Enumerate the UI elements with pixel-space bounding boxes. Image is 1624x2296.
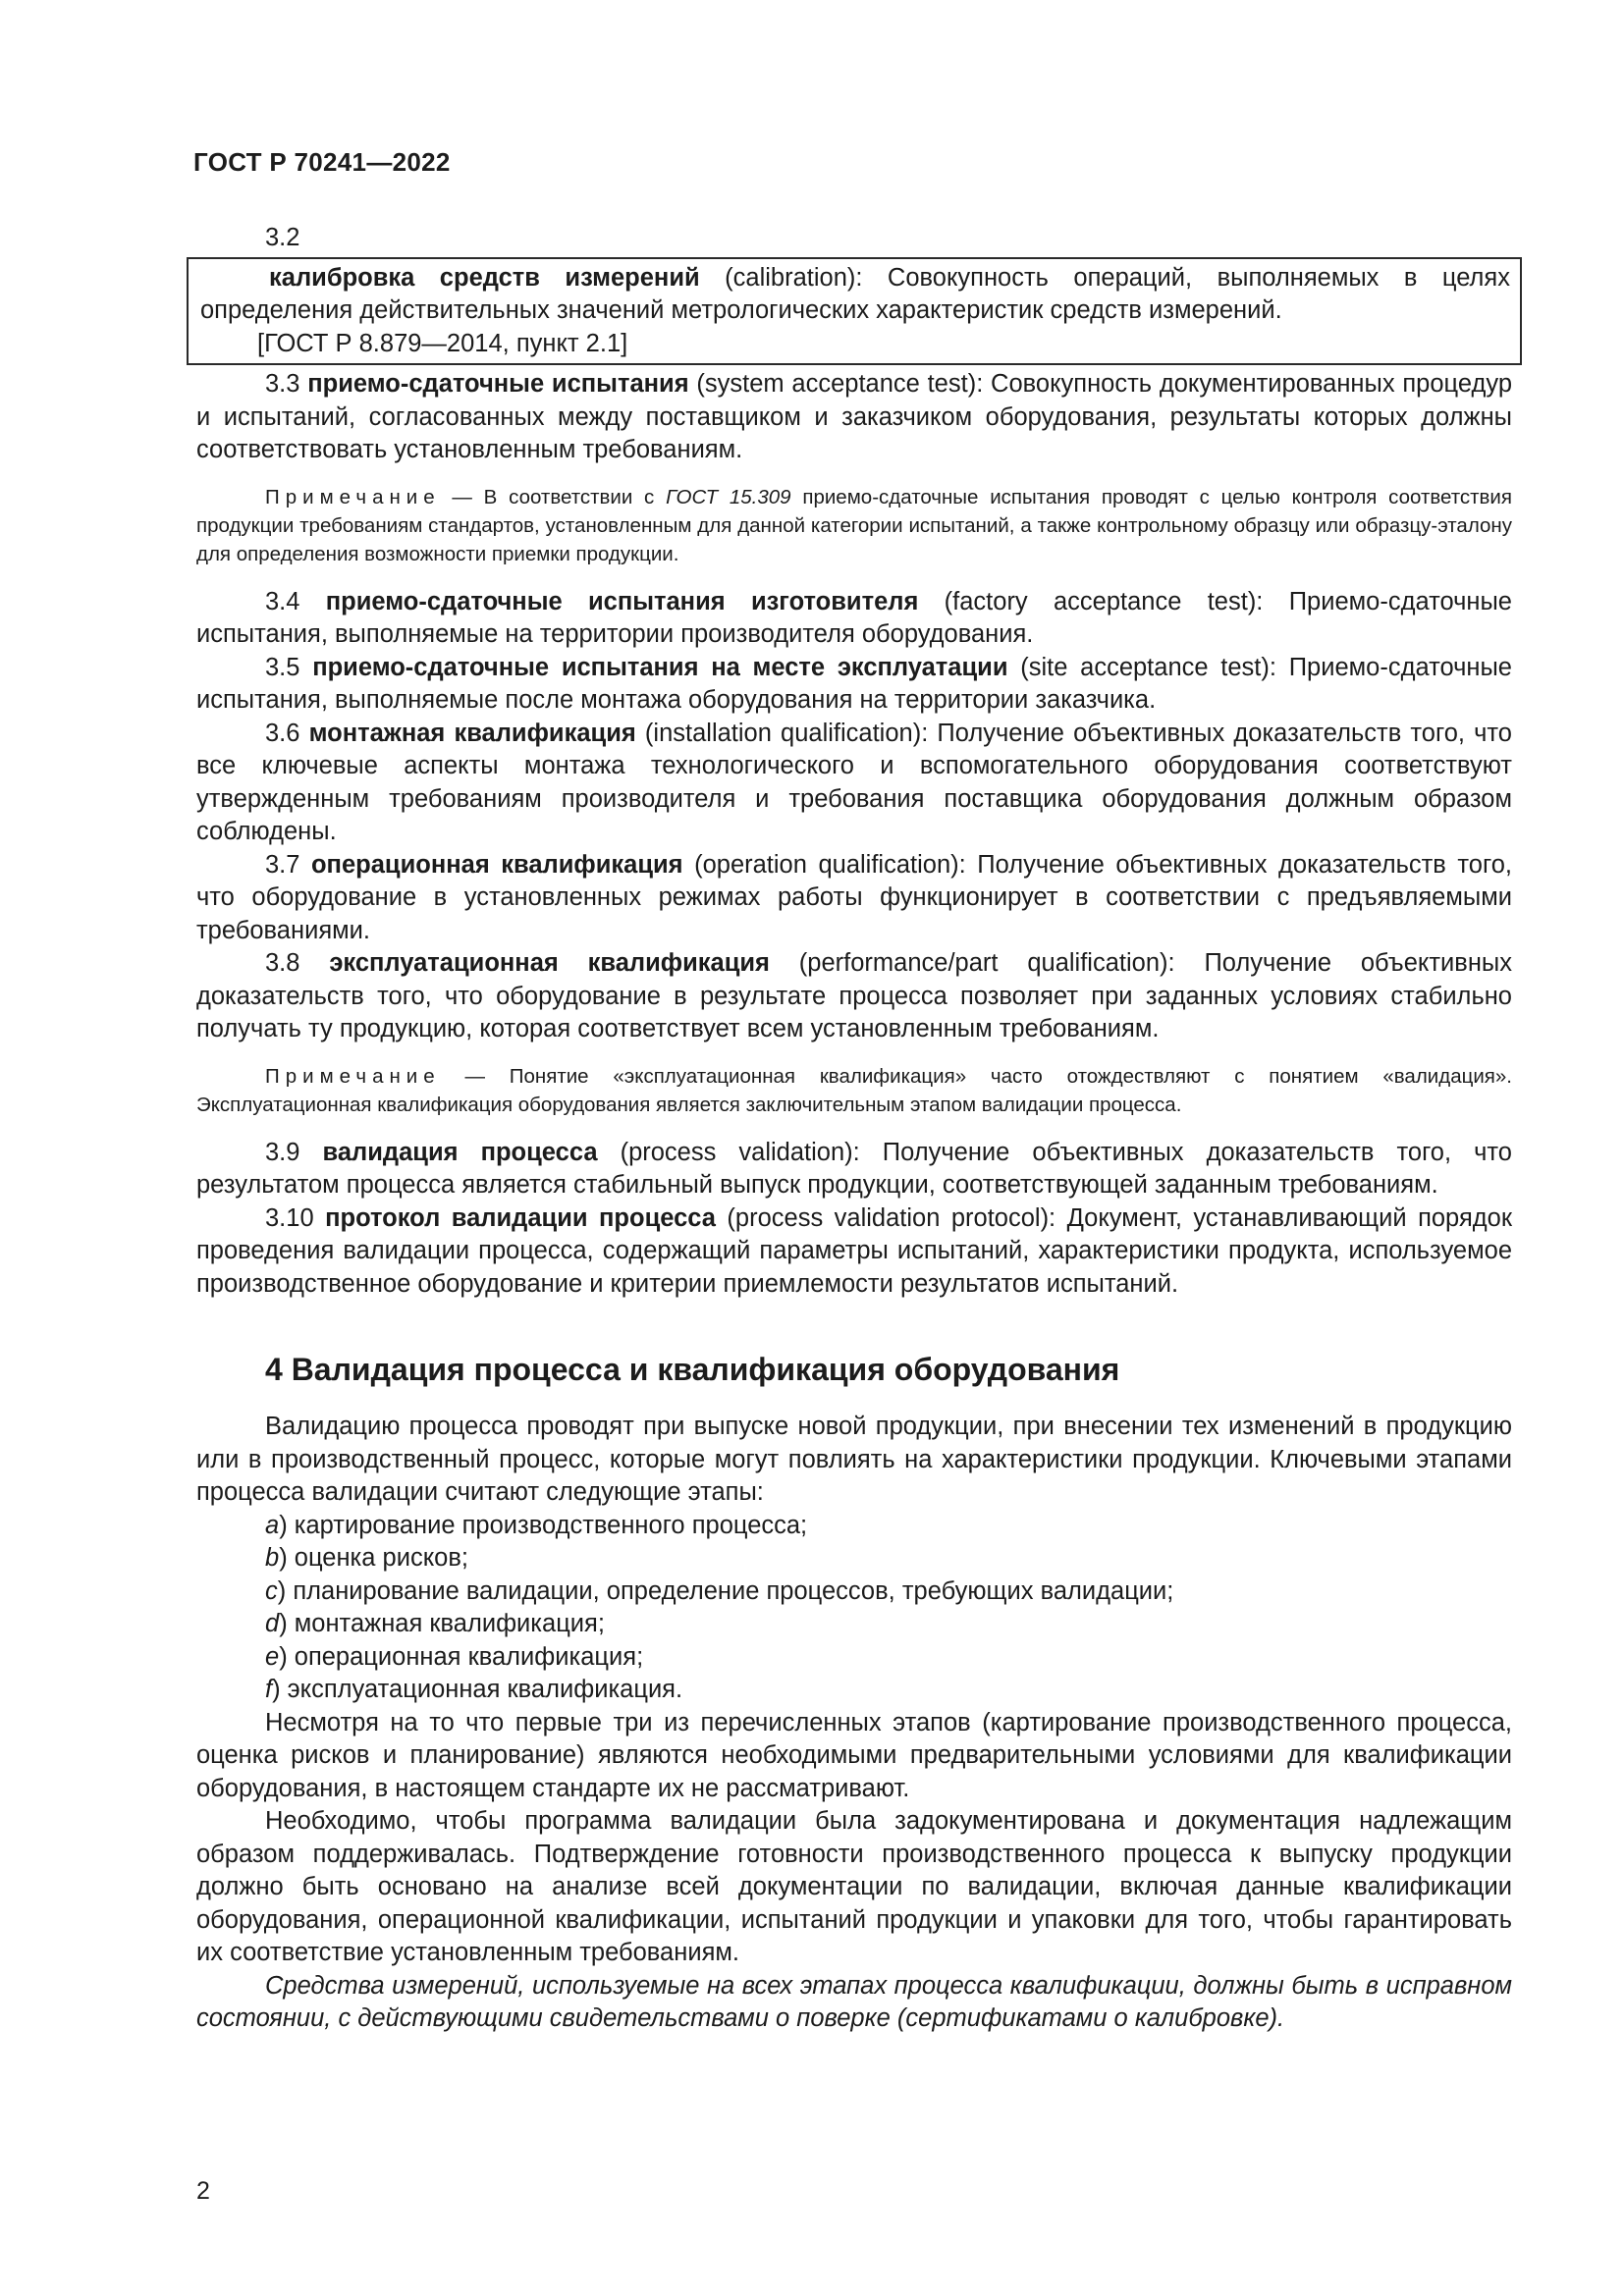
definition-3-3-text: (system acceptance test): Совокупность документированных процедур и испытаний, согласованных между поставщиком и заказчиком оборудования, результаты которых должны соответствовать установленным требованиям. — [196, 370, 1512, 463]
definition-3-3 — [196, 368, 1512, 467]
list-text-a: ) картирование производственного процесса; — [279, 1511, 808, 1539]
list-item-d — [196, 1608, 1512, 1641]
term-3-5: приемо-сдаточные испытания на месте эксплуатации — [312, 653, 1008, 681]
number-3-5: 3.5 — [265, 653, 313, 681]
definition-3-2 — [200, 262, 1510, 328]
list-letter-e: e — [265, 1642, 280, 1671]
definition-3-8 — [196, 947, 1512, 1046]
definition-3-6 — [196, 718, 1512, 849]
term-3-9: валидация процесса — [322, 1138, 598, 1166]
term-3-2: калибровка средств измерений — [269, 263, 700, 292]
definition-3-5 — [196, 652, 1512, 718]
number-3-3: 3.3 — [265, 370, 308, 398]
definition-3-10-text: (process validation protocol): Документ, устанавливающий порядок проведения валидации процесса, содержащий параметры испытаний, характеристики продукта, используемое производственное оборудование и критерии приемлемости результатов испытаний. — [196, 1203, 1512, 1298]
document-header: ГОСТ Р 70241—2022 — [193, 147, 451, 177]
number-3-10: 3.10 — [265, 1203, 326, 1232]
note-2-text: — Понятие «эксплуатационная квалификация» часто отождествляют с понятием «валидация». Эксплуатационная квалификация оборудования является заключительным этапом валидации процесса. — [196, 1064, 1512, 1116]
number-3-6: 3.6 — [265, 719, 309, 747]
list-text-f: ) эксплуатационная квалификация. — [272, 1676, 683, 1703]
note-1 — [196, 483, 1512, 568]
term-3-6: монтажная квалификация — [308, 719, 636, 747]
note-2-label: Примечание — [265, 1064, 441, 1088]
list-item-b — [196, 1542, 1512, 1575]
definition-3-4-text: (factory acceptance test): Приемо-сдаточные испытания, выполняемые на территории производителя оборудования. — [196, 587, 1512, 648]
section-3-2-number: 3.2 — [265, 224, 300, 251]
definition-3-7-text: (operation qualification): Получение объективных доказательств того, что оборудование в установленных режимах работы функционирует в соответствии с предъявляемыми требованиями. — [196, 850, 1512, 944]
term-3-3: приемо-сдаточные испытания — [307, 370, 689, 398]
note-1-label: Примечание — [265, 485, 441, 508]
section-4-heading: 4 Валидация процесса и квалификация оборудования — [265, 1352, 1120, 1387]
definition-3-10 — [196, 1202, 1512, 1302]
list-text-d: ) монтажная квалификация; — [279, 1610, 605, 1637]
list-letter-a: a — [265, 1511, 280, 1539]
list-letter-f: f — [265, 1676, 273, 1703]
list-letter-b: b — [265, 1544, 280, 1572]
number-3-9: 3.9 — [265, 1138, 323, 1166]
section-4-paragraph-4 — [196, 1970, 1512, 2036]
term-3-7: операционная квалификация — [310, 850, 683, 879]
note-1-text: приемо-сдаточные испытания проводят с целью контроля соответствия продукции требованиям стандартов, установленным для данной категории испытаний, а также контрольному образцу или образцу-эталону для определения возможности приемки продукции. — [196, 485, 1512, 565]
page-content — [196, 222, 1512, 2036]
number-3-8: 3.8 — [265, 949, 330, 977]
section-4-paragraph-2: Несмотря на то что первые три из перечисленных этапов (картирование производственного процесса, оценка рисков и планирование) являются необходимыми предварительными условиями для квалификации оборудования, в настоящем стандарте их не рассматривают. — [196, 1708, 1512, 1802]
term-3-4: приемо-сдаточные испытания изготовителя — [325, 587, 919, 615]
list-text-e: ) операционная квалификация; — [279, 1642, 644, 1671]
note-1-ref: ГОСТ 15.309 — [666, 485, 791, 508]
list-text-b: ) оценка рисков; — [279, 1544, 468, 1572]
definition-3-8-text: (performance/part qualification): Получение объективных доказательств того, что оборудование в результате процесса позволяет при заданных условиях стабильно получать ту продукцию, которая соответствует всем установленным требованиям. — [196, 949, 1512, 1042]
section-4-paragraph-1: Валидацию процесса проводят при выпуске новой продукции, при внесении тех изменений в продукцию или в производственный процесс, которые могут повлиять на характеристики продукции. Ключевыми этапами процесса валидации считают следующие этапы: — [196, 1413, 1512, 1506]
note-2 — [196, 1062, 1512, 1119]
definition-3-5-text: (site acceptance test): Приемо-сдаточные испытания, выполняемые после монтажа оборудования на территории заказчика. — [196, 653, 1512, 714]
list-letter-d: d — [265, 1610, 280, 1637]
definition-3-2-text: (calibration): Совокупность операций, выполняемых в целях определения действительных значений метрологических характеристик средств измерений. — [200, 263, 1510, 324]
number-3-7: 3.7 — [265, 850, 311, 879]
term-3-10: протокол валидации процесса — [325, 1203, 716, 1232]
definition-3-2-source: [ГОСТ Р 8.879—2014, пункт 2.1] — [257, 329, 628, 357]
note-1-pre: — В соответствии с — [440, 485, 667, 508]
list-item-a — [196, 1510, 1512, 1543]
list-item-f — [196, 1674, 1512, 1707]
definition-3-9 — [196, 1137, 1512, 1202]
definition-3-6-text: (installation qualification): Получение объективных доказательств того, что все ключевые аспекты монтажа технологического и вспомогательного оборудования соответствуют утвержденным требованиям производителя и требования поставщика оборудования должным образом соблюдены. — [196, 719, 1512, 845]
definition-3-4 — [196, 586, 1512, 652]
section-4-paragraph-4-text: Средства измерений, используемые на всех этапах процесса квалификации, должны быть в исправном состоянии, с действующими свидетельствами о поверке (сертификатами о калибровке). — [196, 1971, 1512, 2032]
definition-3-9-text: (process validation): Получение объективных доказательств того, что результатом процесса является стабильный выпуск продукции, соответствующей заданным требованиям. — [196, 1138, 1512, 1199]
list-text-c: ) планирование валидации, определение процессов, требующих валидации; — [277, 1576, 1174, 1605]
list-letter-c: c — [265, 1576, 278, 1605]
framed-definition-3-2 — [187, 257, 1522, 366]
definition-3-7 — [196, 849, 1512, 948]
number-3-4: 3.4 — [265, 587, 326, 615]
section-4-paragraph-3: Необходимо, чтобы программа валидации была задокументирована и документация надлежащим образом поддерживалась. Подтверждение готовности производственного процесса к выпуску продукции должно быть основано на анализе всей документации по валидации, включая данные квалификации оборудования, операционной квалификации, испытаний продукции и упаковки для того, чтобы гарантировать их соответствие установленным требованиям. — [196, 1807, 1512, 1966]
page-number: 2 — [196, 2177, 210, 2205]
term-3-8: эксплуатационная квалификация — [329, 949, 770, 977]
list-item-c — [196, 1575, 1512, 1609]
list-item-e — [196, 1641, 1512, 1675]
